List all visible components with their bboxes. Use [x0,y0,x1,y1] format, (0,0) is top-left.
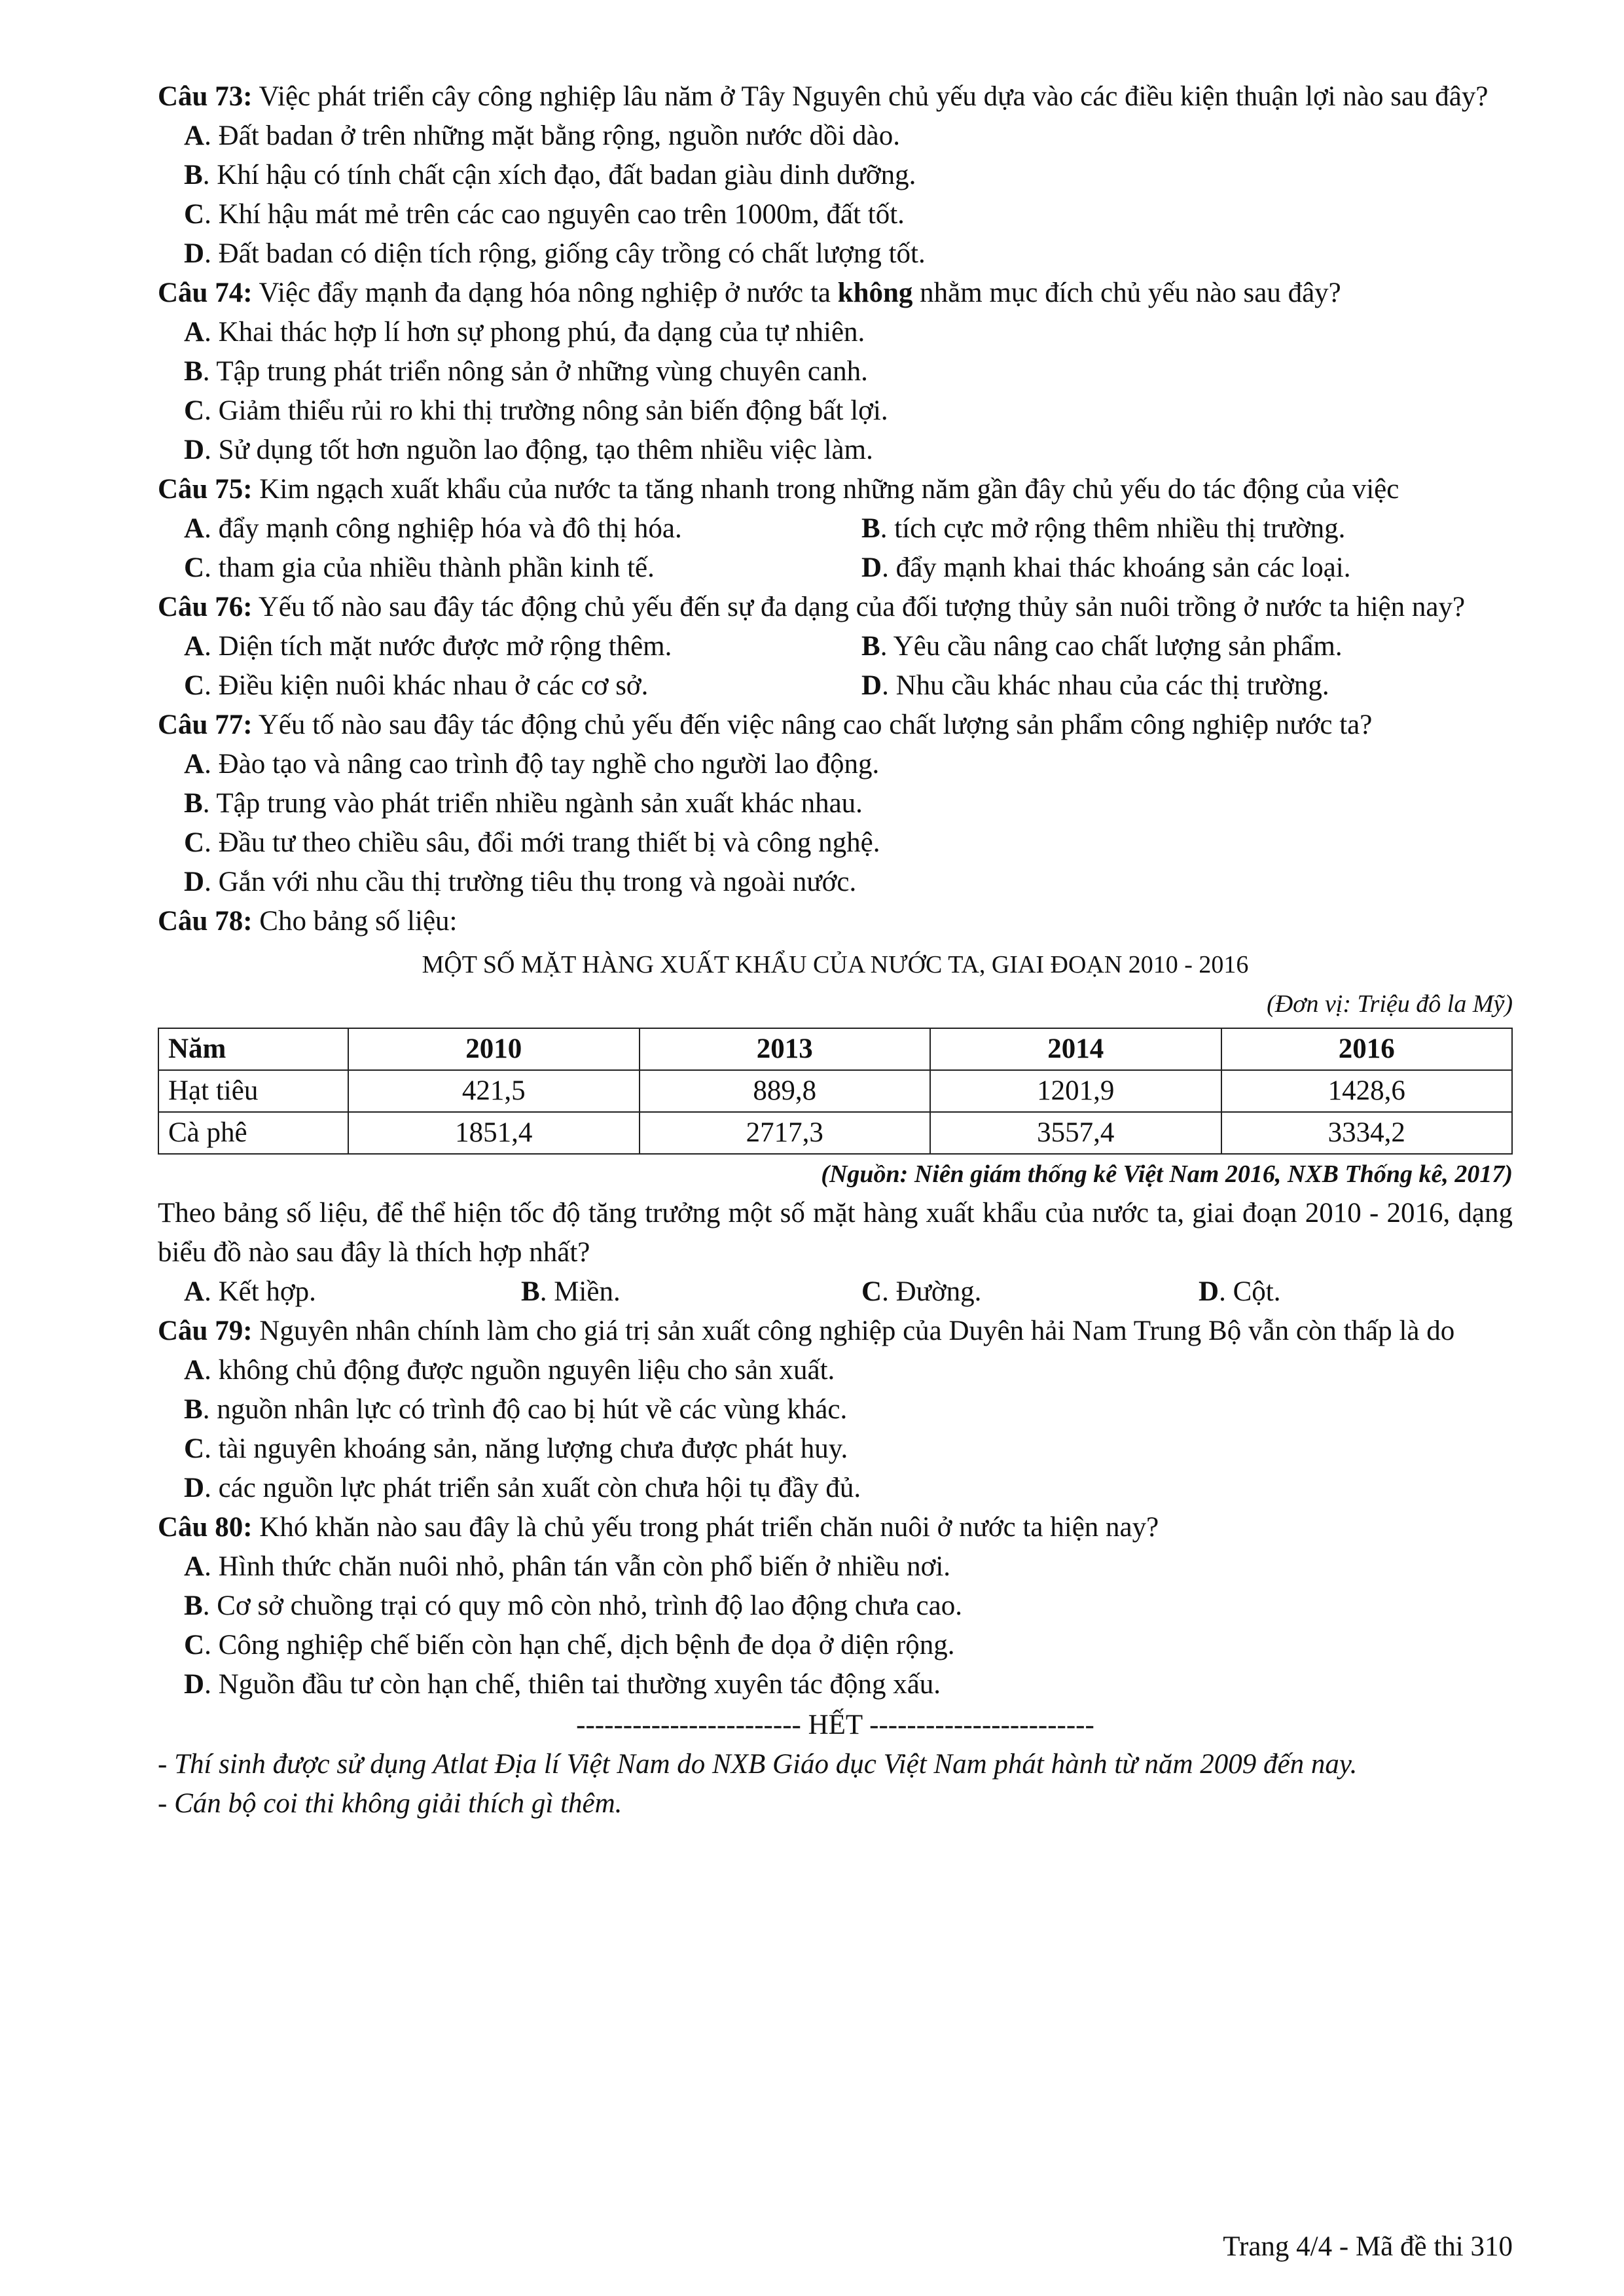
table-header-row [158,1028,1512,1070]
question-text: Việc phát triển cây công nghiệp lâu năm ở Tây Nguyên chủ yếu dựa vào các điều kiện thuận lợi nào sau đây? [252,81,1489,112]
table-cell: Cà phê [158,1112,348,1154]
table-cell: 421,5 [348,1070,640,1112]
question-number: Câu 73: [158,81,253,112]
option-a: A. Khai thác hợp lí hơn sự phong phú, đa dạng của tự nhiên. [184,317,865,348]
option-a: A. Kết hợp. [184,1276,316,1307]
table-unit: (Đơn vị: Triệu đô la Mỹ) [1267,990,1513,1018]
table-header-cell: 2014 [930,1028,1221,1070]
option-a: A. Đất badan ở trên những mặt bằng rộng, nguồn nước dồi dào. [184,120,901,151]
option-b: B. tích cực mở rộng thêm nhiều thị trường. [861,513,1346,544]
option-d: D. Nguồn đầu tư còn hạn chế, thiên tai thường xuyên tác động xấu. [184,1669,941,1700]
question-75: Câu 75: Kim ngạch xuất khẩu của nước ta tăng nhanh trong những năm gần đây chủ yếu do tác động của việc A. đẩy mạnh công nghiệp hóa và đô thị hóa. B. tích cực mở rộng thêm nhiều thị trường. C. tham gia của nhiều thành phần kinh tế. D. đẩy mạnh khai thác khoáng sản các loại. [158,470,1513,588]
question-text: Theo bảng số liệu, để thể hiện tốc độ tăng trưởng một số mặt hàng xuất khẩu của nước ta, giai đoạn 2010 - 2016, dạng biểu đồ nào sau đây là thích hợp nhất? [158,1198,1513,1268]
option-d: D. các nguồn lực phát triển sản xuất còn chưa hội tụ đầy đủ. [184,1473,861,1503]
question-number: Câu 78: [158,906,253,937]
question-80: Câu 80: Khó khăn nào sau đây là chủ yếu trong phát triển chăn nuôi ở nước ta hiện nay? A. Hình thức chăn nuôi nhỏ, phân tán vẫn còn phổ biến ở nhiều nơi. B. Cơ sở chuồng trại có quy mô còn nhỏ, trình độ lao động chưa cao. C. Công nghiệp chế biến còn hạn chế, dịch bệnh đe dọa ở diện rộng. D. Nguồn đầu tư còn hạn chế, thiên tai thường xuyên tác động xấu. [158,1508,1513,1704]
option-c: C. Đầu tư theo chiều sâu, đổi mới trang thiết bị và công nghệ. [184,827,880,858]
option-c: C. Giảm thiểu rủi ro khi thị trường nông sản biến động bất lợi. [184,395,888,426]
option-d: D. Nhu cầu khác nhau của các thị trường. [861,670,1329,701]
table-row [158,1112,1512,1154]
page-footer: Trang 4/4 - Mã đề thi 310 [1223,2231,1513,2262]
option-d: D. Sử dụng tốt hơn nguồn lao động, tạo thêm nhiều việc làm. [184,435,873,465]
table-header-cell: 2013 [640,1028,931,1070]
question-number: Câu 76: [158,592,253,622]
option-a: A. Hình thức chăn nuôi nhỏ, phân tán vẫn còn phổ biến ở nhiều nơi. [184,1551,951,1582]
question-76: Câu 76: Yếu tố nào sau đây tác động chủ yếu đến sự đa dạng của đối tượng thủy sản nuôi trồng ở nước ta hiện nay? A. Diện tích mặt nước được mở rộng thêm. B. Yêu cầu nâng cao chất lượng sản phẩm. C. Điều kiện nuôi khác nhau ở các cơ sở. D. Nhu cầu khác nhau của các thị trường. [158,588,1513,706]
option-d: D. Cột. [1199,1276,1281,1307]
note-proctor: - Cán bộ coi thi không giải thích gì thêm. [158,1788,623,1819]
option-b: B. Tập trung phát triển nông sản ở những vùng chuyên canh. [184,356,868,387]
exam-content [158,77,1513,1823]
question-74: Câu 74: Việc đẩy mạnh đa dạng hóa nông nghiệp ở nước ta không nhằm mục đích chủ yếu nào sau đây? A. Khai thác hợp lí hơn sự phong phú, đa dạng của tự nhiên. B. Tập trung phát triển nông sản ở những vùng chuyên canh. C. Giảm thiểu rủi ro khi thị trường nông sản biến động bất lợi. D. Sử dụng tốt hơn nguồn lao động, tạo thêm nhiều việc làm. [158,274,1513,470]
option-c: C. Khí hậu mát mẻ trên các cao nguyên cao trên 1000m, đất tốt. [184,199,905,230]
question-number: Câu 75: [158,474,253,505]
question-number: Câu 77: [158,709,253,740]
option-b: B. Cơ sở chuồng trại có quy mô còn nhỏ, trình độ lao động chưa cao. [184,1590,962,1621]
option-c: C. tài nguyên khoáng sản, năng lượng chưa được phát huy. [184,1433,848,1464]
table-source: (Nguồn: Niên giám thống kê Việt Nam 2016, NXB Thống kê, 2017) [821,1160,1513,1188]
option-b: B. Miền. [521,1276,621,1307]
table-cell: 1201,9 [930,1070,1221,1112]
question-79: Câu 79: Nguyên nhân chính làm cho giá trị sản xuất công nghiệp của Duyên hải Nam Trung Bộ vẫn còn thấp là do A. không chủ động được nguồn nguyên liệu cho sản xuất. B. nguồn nhân lực có trình độ cao bị hút về các vùng khác. C. tài nguyên khoáng sản, năng lượng chưa được phát huy. D. các nguồn lực phát triển sản xuất còn chưa hội tụ đầy đủ. [158,1312,1513,1508]
table-header-cell: Năm [158,1028,348,1070]
table-cell: 889,8 [640,1070,931,1112]
data-table [158,1028,1513,1155]
table-header-cell: 2010 [348,1028,640,1070]
option-b: B. nguồn nhân lực có trình độ cao bị hút về các vùng khác. [184,1394,848,1425]
question-number: Câu 79: [158,1316,253,1346]
option-a: A. không chủ động được nguồn nguyên liệu cho sản xuất. [184,1355,835,1386]
table-cell: 2717,3 [640,1112,931,1154]
table-row [158,1070,1512,1112]
option-c: C. Công nghiệp chế biến còn hạn chế, dịch bệnh đe dọa ở diện rộng. [184,1630,955,1660]
question-78: Câu 78: Cho bảng số liệu: MỘT SỐ MẶT HÀNG XUẤT KHẨU CỦA NƯỚC TA, GIAI ĐOẠN 2010 - 2016 (Đơn vị: Triệu đô la Mỹ) Năm 2010 2013 2014 2016 Hạt tiêu 421,5 889,8 1201,9 1428,6 Cà phê 1851,4 2717,3 3557,4 3334,2 (Nguồn: Niên giám thống kê Việt Nam 2016, NXB Thống kê, 2017) Theo bảng số liệu, để thể hiện tốc độ tăng trưởng một số mặt hàng xuất khẩu của nước ta, giai đoạn 2010 - 2016, dạng biểu đồ nào sau đây là thích hợp nhất? A. Kết hợp. B. Miền. C. Đường. D. Cột. [158,902,1513,1312]
question-73 [158,77,1513,274]
question-number: Câu 80: [158,1512,253,1543]
table-cell: 1428,6 [1221,1070,1513,1112]
end-marker: ------------------------ HẾT ------------------------ [576,1710,1094,1740]
table-cell: 3557,4 [930,1112,1221,1154]
question-77: Câu 77: Yếu tố nào sau đây tác động chủ yếu đến việc nâng cao chất lượng sản phẩm công nghiệp nước ta? A. Đào tạo và nâng cao trình độ tay nghề cho người lao động. B. Tập trung vào phát triển nhiều ngành sản xuất khác nhau. C. Đầu tư theo chiều sâu, đổi mới trang thiết bị và công nghệ. D. Gắn với nhu cầu thị trường tiêu thụ trong và ngoài nước. [158,706,1513,902]
table-header-cell: 2016 [1221,1028,1513,1070]
option-c: C. tham gia của nhiều thành phần kinh tế. [184,552,655,583]
question-number: Câu 74: [158,278,253,308]
option-a: A. Diện tích mặt nước được mở rộng thêm. [184,631,672,662]
option-d: D. Gắn với nhu cầu thị trường tiêu thụ trong và ngoài nước. [184,867,857,897]
note-atlas: - Thí sinh được sử dụng Atlat Địa lí Việt Nam do NXB Giáo dục Việt Nam phát hành từ năm 2009 đến nay. [158,1749,1358,1780]
option-b: B. Yêu cầu nâng cao chất lượng sản phẩm. [861,631,1343,662]
option-a: A. Đào tạo và nâng cao trình độ tay nghề cho người lao động. [184,749,880,780]
table-cell: 3334,2 [1221,1112,1513,1154]
table-cell: Hạt tiêu [158,1070,348,1112]
emphasis-text: không [837,278,913,308]
table-title: MỘT SỐ MẶT HÀNG XUẤT KHẨU CỦA NƯỚC TA, GIAI ĐOẠN 2010 - 2016 [422,951,1249,978]
option-b: B. Tập trung vào phát triển nhiều ngành sản xuất khác nhau. [184,788,863,819]
option-c: C. Đường. [861,1276,982,1307]
option-d: D. đẩy mạnh khai thác khoáng sản các loại. [861,552,1351,583]
option-d: D. Đất badan có diện tích rộng, giống cây trồng có chất lượng tốt. [184,238,926,269]
table-cell: 1851,4 [348,1112,640,1154]
option-a: A. đẩy mạnh công nghiệp hóa và đô thị hóa. [184,513,682,544]
option-b: B. Khí hậu có tính chất cận xích đạo, đất badan giàu dinh dưỡng. [184,160,916,190]
option-c: C. Điều kiện nuôi khác nhau ở các cơ sở. [184,670,649,701]
